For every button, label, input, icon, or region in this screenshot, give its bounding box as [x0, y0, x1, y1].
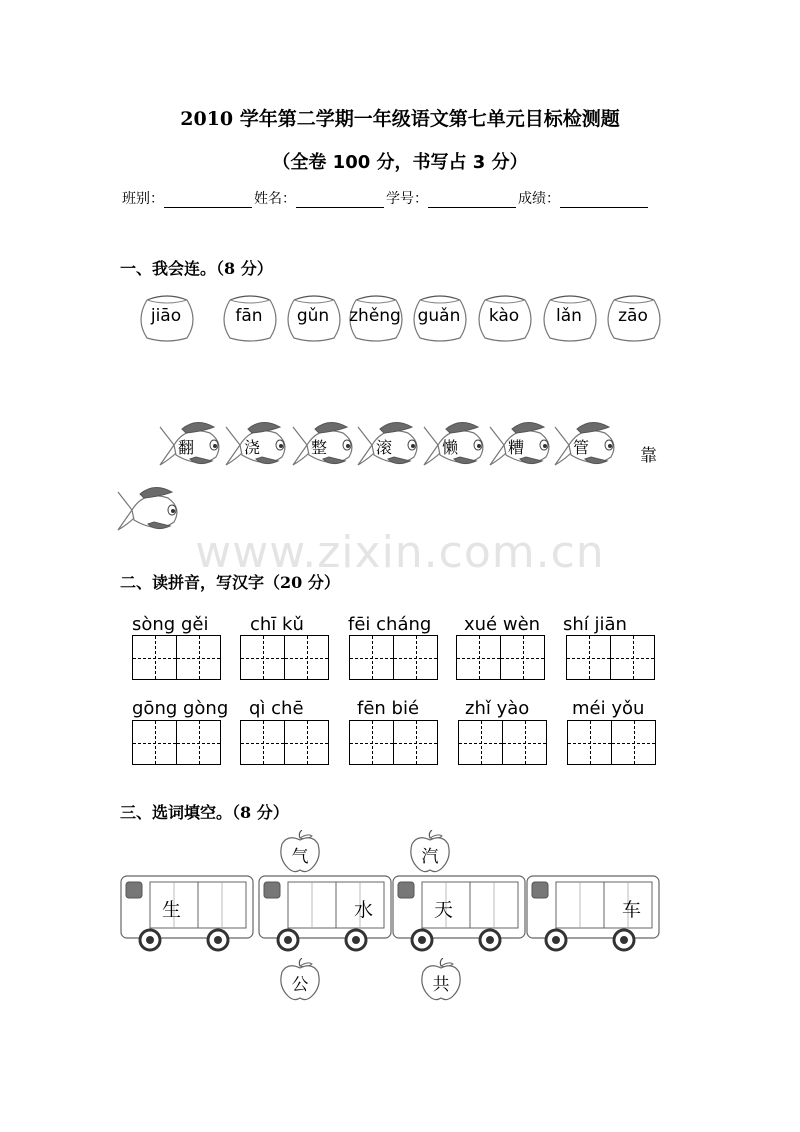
writing-cell[interactable]: [132, 720, 177, 765]
pinyin-label: fēn bié: [357, 698, 420, 719]
fish-card[interactable]: [156, 415, 224, 471]
bus-word-slot[interactable]: [258, 874, 392, 956]
fish-card[interactable]: [551, 415, 619, 471]
pinyin-text: kào: [488, 306, 520, 326]
pinyin-bubble[interactable]: [604, 294, 662, 342]
watermark: www.zixin.com.cn: [195, 527, 605, 578]
class-field[interactable]: [164, 193, 252, 208]
apple-character: 气: [291, 847, 309, 867]
apple-word-card[interactable]: [278, 830, 322, 874]
apple-character: 汽: [421, 847, 439, 867]
student-id-field[interactable]: [428, 193, 516, 208]
pinyin-label: fēi cháng: [348, 614, 432, 635]
pinyin-text: fān: [235, 306, 263, 326]
bus-word-slot[interactable]: [120, 874, 254, 956]
pinyin-text: jiāo: [150, 306, 182, 326]
fish-character: 翻: [178, 438, 195, 457]
bus-icon: [392, 874, 526, 956]
fish-card[interactable]: [486, 415, 554, 471]
fish-character: 滚: [376, 438, 393, 457]
student-info-row: [122, 188, 650, 208]
writing-cell[interactable]: [176, 720, 221, 765]
bus-character: 生: [162, 899, 182, 921]
writing-grid: [240, 720, 328, 765]
writing-cell[interactable]: [349, 635, 394, 680]
section3-heading: 三、选词填空。（8 分）: [120, 803, 289, 822]
writing-cell[interactable]: [456, 635, 501, 680]
writing-cell[interactable]: [458, 720, 503, 765]
pinyin-label: qì chē: [249, 698, 304, 719]
writing-cell[interactable]: [240, 720, 285, 765]
bus-character: 车: [622, 899, 642, 921]
bus-icon: [120, 874, 254, 956]
score-field[interactable]: [560, 193, 648, 208]
pinyin-bubble[interactable]: [410, 294, 468, 342]
writing-grid: [132, 635, 220, 680]
writing-grid: [458, 720, 546, 765]
writing-cell[interactable]: [240, 635, 285, 680]
pinyin-label: chī kǔ: [250, 614, 304, 635]
bus-word-slot[interactable]: [526, 874, 660, 956]
writing-grid: [240, 635, 328, 680]
writing-cell[interactable]: [393, 720, 438, 765]
pinyin-bubble[interactable]: [284, 294, 342, 342]
apple-character: 共: [432, 975, 450, 995]
pinyin-bubble[interactable]: [540, 294, 598, 342]
pinyin-label: shí jiān: [563, 614, 627, 635]
pinyin-label: sòng gěi: [132, 614, 209, 635]
pinyin-label: méi yǒu: [572, 698, 645, 719]
bus-word-slot[interactable]: [392, 874, 526, 956]
apple-word-card[interactable]: [408, 830, 452, 874]
writing-cell[interactable]: [176, 635, 221, 680]
page-subtitle: （全卷 100 分，书写占 3 分）: [272, 152, 528, 173]
pinyin-text: gǔn: [296, 306, 330, 326]
writing-cell[interactable]: [611, 720, 656, 765]
writing-cell[interactable]: [349, 720, 394, 765]
fish-character: 懒: [442, 438, 459, 457]
writing-cell[interactable]: [500, 635, 545, 680]
writing-cell[interactable]: [567, 720, 612, 765]
fish-card[interactable]: [289, 415, 357, 471]
fish-character[interactable]: 靠: [640, 446, 657, 466]
pinyin-bubble[interactable]: [475, 294, 533, 342]
page-title: 2010 学年第二学期一年级语文第七单元目标检测题: [180, 108, 620, 130]
writing-grid: [349, 720, 437, 765]
fish-card[interactable]: [222, 415, 290, 471]
writing-grid: [349, 635, 437, 680]
apple-word-card[interactable]: [278, 958, 322, 1002]
score-label: 成绩：: [518, 191, 560, 207]
writing-cell[interactable]: [502, 720, 547, 765]
section1-heading: 一、我会连。（8 分）: [120, 259, 273, 278]
writing-cell[interactable]: [132, 635, 177, 680]
pinyin-text: zāo: [618, 306, 648, 326]
class-label: 班别：: [122, 191, 164, 207]
apple-word-card[interactable]: [419, 958, 463, 1002]
writing-cell[interactable]: [393, 635, 438, 680]
pinyin-text: guǎn: [417, 306, 461, 326]
pinyin-bubble[interactable]: [346, 294, 404, 342]
pinyin-label: xué wèn: [464, 614, 541, 635]
writing-grid: [456, 635, 544, 680]
fish-character: 管: [573, 438, 590, 457]
pinyin-text: zhěng: [349, 306, 401, 326]
writing-cell[interactable]: [284, 635, 329, 680]
pinyin-text: lǎn: [556, 306, 582, 326]
writing-cell[interactable]: [284, 720, 329, 765]
name-field[interactable]: [296, 193, 384, 208]
student-id-label: 学号：: [386, 191, 428, 207]
bus-character: 天: [434, 899, 454, 921]
fish-character: 浇: [244, 438, 261, 457]
fish-character: 糟: [508, 438, 525, 457]
writing-cell[interactable]: [566, 635, 611, 680]
writing-cell[interactable]: [610, 635, 655, 680]
writing-grid: [566, 635, 654, 680]
writing-grid: [567, 720, 655, 765]
pinyin-label: zhǐ yào: [465, 698, 530, 719]
pinyin-label: gōng gòng: [132, 698, 229, 719]
fish-card[interactable]: [354, 415, 422, 471]
fish-card[interactable]: [420, 415, 488, 471]
writing-grid: [132, 720, 220, 765]
pinyin-bubble[interactable]: [137, 294, 195, 342]
apple-character: 公: [291, 975, 309, 995]
section2-heading: 二、读拼音，写汉字（20 分）: [120, 573, 340, 592]
fish-character: 整: [311, 438, 328, 457]
bus-character: 水: [354, 899, 374, 921]
name-label: 姓名：: [254, 191, 296, 207]
pinyin-bubble[interactable]: [220, 294, 278, 342]
